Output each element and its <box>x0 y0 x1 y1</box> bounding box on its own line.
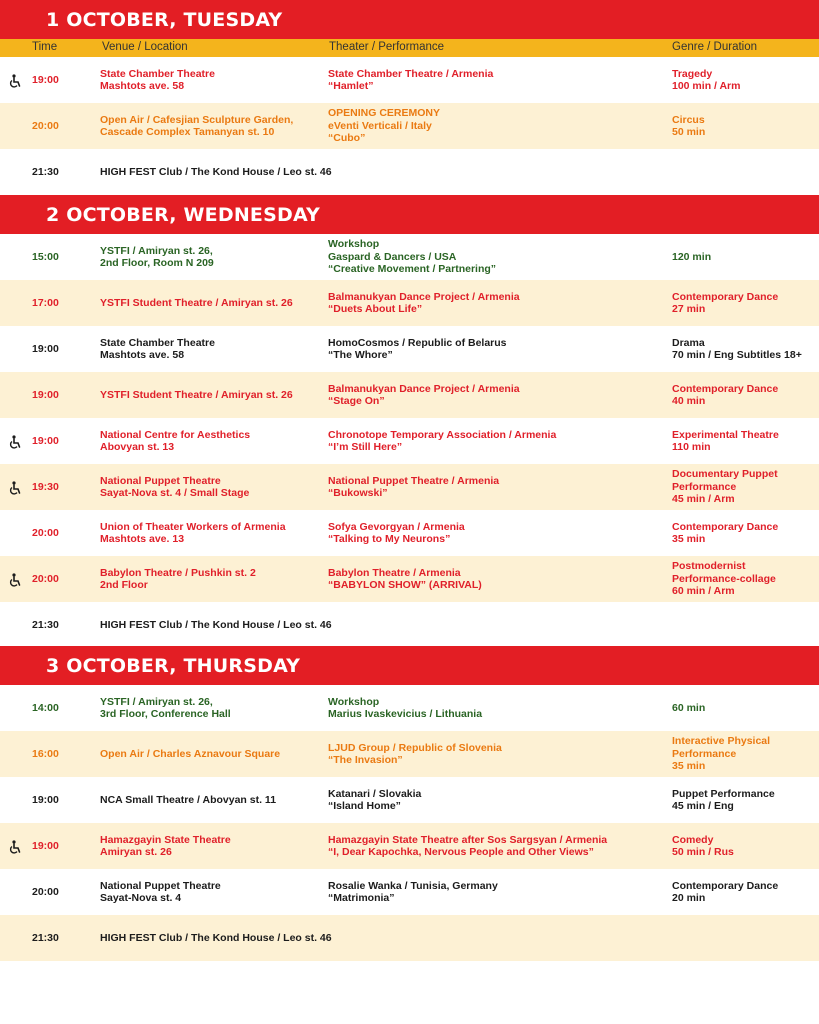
event-time: 19:00 <box>32 388 59 401</box>
event-genre-duration <box>672 823 819 869</box>
event-row <box>0 234 819 280</box>
club-row <box>0 915 819 961</box>
event-performance <box>328 510 663 556</box>
text-line: Experimental Theatre <box>672 428 779 441</box>
text-line: Workshop <box>328 695 380 708</box>
event-venue <box>100 777 325 823</box>
wheelchair-icon <box>8 74 22 88</box>
text-line: Open Air / Cafesjian Sculpture Garden, <box>100 113 294 126</box>
text-line: Open Air / Charles Aznavour Square <box>100 747 281 760</box>
text-line: 45 min / Eng <box>672 800 734 812</box>
text-line: Sayat-Nova st. 4 <box>100 892 182 904</box>
event-performance <box>328 556 663 602</box>
event-venue <box>100 418 325 464</box>
text-line: “Island Home” <box>328 800 401 812</box>
event-genre-duration <box>672 234 819 280</box>
text-line: “The Invasion” <box>328 754 403 766</box>
text-line: 120 min <box>672 250 712 263</box>
text-line: Babylon Theatre / Armenia <box>328 566 461 579</box>
text-line: Sayat-Nova st. 4 / Small Stage <box>100 487 250 499</box>
text-line: “Talking to My Neurons” <box>328 533 451 545</box>
event-time: 19:00 <box>32 342 59 355</box>
text-line: Hamazgayin State Theatre after Sos Sargsyan / Armenia <box>328 833 608 846</box>
event-time: 19:00 <box>32 434 59 447</box>
text-line: Hamazgayin State Theatre <box>100 833 231 846</box>
event-genre-duration <box>672 464 819 510</box>
text-line: Workshop <box>328 238 380 251</box>
event-row <box>0 57 819 103</box>
event-venue <box>100 685 325 731</box>
text-line: Performance <box>672 747 737 760</box>
day-banner <box>0 195 819 234</box>
event-performance <box>328 823 663 869</box>
day-banner <box>0 646 819 685</box>
text-line: 35 min <box>672 760 706 773</box>
text-line: “BABYLON SHOW” (ARRIVAL) <box>328 579 482 591</box>
club-row <box>0 602 819 648</box>
text-line: Circus <box>672 113 705 126</box>
event-genre-duration <box>672 731 819 777</box>
event-time: 21:30 <box>32 618 59 631</box>
text-line: Balmanukyan Dance Project / Armenia <box>328 290 520 303</box>
event-genre-duration <box>672 869 819 915</box>
text-line: State Chamber Theatre / Armenia <box>328 67 494 80</box>
event-venue <box>100 556 325 602</box>
text-line: Babylon Theatre / Pushkin st. 2 <box>100 566 256 579</box>
text-line: Postmodernist <box>672 560 746 573</box>
text-line: “Cubo” <box>328 132 366 145</box>
day-title: 1 OCTOBER, TUESDAY <box>46 8 283 31</box>
text-line: LJUD Group / Republic of Slovenia <box>328 741 502 754</box>
text-line: National Puppet Theatre <box>100 474 221 487</box>
text-line: Documentary Puppet <box>672 468 778 481</box>
event-time: 17:00 <box>32 296 59 309</box>
event-performance <box>328 372 663 418</box>
event-time: 20:00 <box>32 572 59 585</box>
event-genre-duration <box>672 777 819 823</box>
text-line: 2nd Floor, Room N 209 <box>100 257 214 269</box>
wheelchair-icon <box>8 481 22 495</box>
column-header-bar <box>0 39 819 57</box>
club-row <box>0 149 819 195</box>
event-genre-duration <box>672 57 819 103</box>
text-line: Amiryan st. 26 <box>100 846 172 858</box>
text-line: Mashtots ave. 58 <box>100 349 185 361</box>
text-line: 100 min / Arm <box>672 80 741 92</box>
event-row <box>0 372 819 418</box>
text-line: 60 min <box>672 701 706 714</box>
text-line: YSTFI / Amiryan st. 26, <box>100 695 213 708</box>
text-line: Balmanukyan Dance Project / Armenia <box>328 382 520 395</box>
event-performance <box>328 777 663 823</box>
event-time: 20:00 <box>32 526 59 539</box>
event-row <box>0 418 819 464</box>
text-line: “The Whore” <box>328 349 393 361</box>
text-line: Performance <box>672 480 737 493</box>
text-line: “I’m Still Here” <box>328 441 403 453</box>
event-venue <box>100 103 325 149</box>
event-genre-duration <box>672 685 819 731</box>
event-venue <box>100 510 325 556</box>
text-line: 70 min / Eng Subtitles 18+ <box>672 349 802 361</box>
event-venue <box>100 326 325 372</box>
event-performance <box>328 280 663 326</box>
text-line: Interactive Physical <box>672 735 771 748</box>
text-line: 2nd Floor <box>100 579 148 591</box>
event-time: 20:00 <box>32 119 59 132</box>
text-line: eVenti Verticali / Italy <box>328 119 432 132</box>
club-info: HIGH FEST Club / The Kond House / Leo st. 46 <box>100 931 332 944</box>
text-line: Sofya Gevorgyan / Armenia <box>328 520 465 533</box>
text-line: 27 min <box>672 303 706 315</box>
text-line: Drama <box>672 336 705 349</box>
event-row <box>0 731 819 777</box>
event-row <box>0 510 819 556</box>
event-time: 20:00 <box>32 885 59 898</box>
text-line: 45 min / Arm <box>672 493 735 506</box>
text-line: Abovyan st. 13 <box>100 441 175 453</box>
text-line: Comedy <box>672 833 714 846</box>
event-genre-duration <box>672 510 819 556</box>
text-line: Mashtots ave. 58 <box>100 80 185 92</box>
club-info: HIGH FEST Club / The Kond House / Leo st. 46 <box>100 618 332 631</box>
text-line: 110 min <box>672 441 711 453</box>
text-line: Mashtots ave. 13 <box>100 533 185 545</box>
event-performance <box>328 685 663 731</box>
event-time: 14:00 <box>32 701 59 714</box>
event-genre-duration <box>672 556 819 602</box>
text-line: NCA Small Theatre / Abovyan st. 11 <box>100 793 277 806</box>
column-header-venue: Venue / Location <box>102 41 188 53</box>
text-line: HomoCosmos / Republic of Belarus <box>328 336 507 349</box>
text-line: Performance-collage <box>672 572 776 585</box>
event-venue <box>100 372 325 418</box>
text-line: Marius Ivaskevicius / Lithuania <box>328 708 483 720</box>
text-line: Cascade Complex Tamanyan st. 10 <box>100 126 275 138</box>
wheelchair-icon <box>8 435 22 449</box>
event-row <box>0 777 819 823</box>
event-venue <box>100 823 325 869</box>
text-line: YSTFI / Amiryan st. 26, <box>100 244 213 257</box>
text-line: 50 min / Rus <box>672 846 734 858</box>
event-row <box>0 464 819 510</box>
event-row <box>0 326 819 372</box>
event-row <box>0 103 819 149</box>
text-line: Contemporary Dance <box>672 879 779 892</box>
text-line: “Duets About Life” <box>328 303 423 315</box>
event-performance <box>328 326 663 372</box>
event-time: 19:00 <box>32 73 59 86</box>
event-row <box>0 823 819 869</box>
text-line: 35 min <box>672 533 706 545</box>
text-line: Tragedy <box>672 67 713 80</box>
event-time: 15:00 <box>32 250 59 263</box>
event-performance <box>328 418 663 464</box>
event-time: 16:00 <box>32 747 59 760</box>
text-line: National Centre for Aesthetics <box>100 428 251 441</box>
text-line: Katanari / Slovakia <box>328 787 422 800</box>
event-row <box>0 685 819 731</box>
event-performance <box>328 464 663 510</box>
event-performance <box>328 869 663 915</box>
text-line: YSTFI Student Theatre / Amiryan st. 26 <box>100 388 293 401</box>
event-row <box>0 556 819 602</box>
event-venue <box>100 464 325 510</box>
event-time: 21:30 <box>32 931 59 944</box>
text-line: “Creative Movement / Partnering” <box>328 263 497 276</box>
text-line: Union of Theater Workers of Armenia <box>100 520 286 533</box>
club-info: HIGH FEST Club / The Kond House / Leo st. 46 <box>100 165 332 178</box>
text-line: 20 min <box>672 892 706 904</box>
text-line: OPENING CEREMONY <box>328 107 441 120</box>
event-venue <box>100 869 325 915</box>
event-genre-duration <box>672 372 819 418</box>
text-line: Contemporary Dance <box>672 382 779 395</box>
event-performance <box>328 103 663 149</box>
event-row <box>0 869 819 915</box>
event-performance <box>328 57 663 103</box>
event-genre-duration <box>672 280 819 326</box>
event-row <box>0 280 819 326</box>
event-venue <box>100 234 325 280</box>
text-line: 60 min / Arm <box>672 585 735 598</box>
event-genre-duration <box>672 103 819 149</box>
text-line: “Hamlet” <box>328 80 374 92</box>
wheelchair-icon <box>8 573 22 587</box>
event-time: 19:30 <box>32 480 59 493</box>
event-genre-duration <box>672 418 819 464</box>
text-line: Contemporary Dance <box>672 520 779 533</box>
text-line: “I, Dear Kapochka, Nervous People and Other Views” <box>328 846 594 858</box>
text-line: YSTFI Student Theatre / Amiryan st. 26 <box>100 296 293 309</box>
text-line: Rosalie Wanka / Tunisia, Germany <box>328 879 498 892</box>
text-line: “Bukowski” <box>328 487 388 499</box>
text-line: “Matrimonia” <box>328 892 395 904</box>
day-title: 3 OCTOBER, THURSDAY <box>46 654 301 677</box>
text-line: State Chamber Theatre <box>100 67 215 80</box>
text-line: Contemporary Dance <box>672 290 779 303</box>
event-time: 19:00 <box>32 793 59 806</box>
text-line: National Puppet Theatre / Armenia <box>328 474 500 487</box>
column-header-performance: Theater / Performance <box>329 41 445 53</box>
text-line: Chronotope Temporary Association / Armenia <box>328 428 557 441</box>
text-line: 3rd Floor, Conference Hall <box>100 708 231 720</box>
text-line: Puppet Performance <box>672 787 775 800</box>
column-header-time: Time <box>32 41 58 53</box>
event-performance <box>328 234 663 280</box>
text-line: Gaspard & Dancers / USA <box>328 250 457 263</box>
text-line: “Stage On” <box>328 395 385 407</box>
column-header-genre: Genre / Duration <box>672 41 758 53</box>
text-line: State Chamber Theatre <box>100 336 215 349</box>
event-venue <box>100 280 325 326</box>
event-performance <box>328 731 663 777</box>
event-time: 19:00 <box>32 839 59 852</box>
wheelchair-icon <box>8 840 22 854</box>
day-banner <box>0 0 819 39</box>
event-venue <box>100 731 325 777</box>
text-line: 50 min <box>672 126 706 138</box>
text-line: National Puppet Theatre <box>100 879 221 892</box>
event-genre-duration <box>672 326 819 372</box>
event-time: 21:30 <box>32 165 59 178</box>
day-title: 2 OCTOBER, WEDNESDAY <box>46 203 321 226</box>
event-venue <box>100 57 325 103</box>
text-line: 40 min <box>672 395 706 407</box>
